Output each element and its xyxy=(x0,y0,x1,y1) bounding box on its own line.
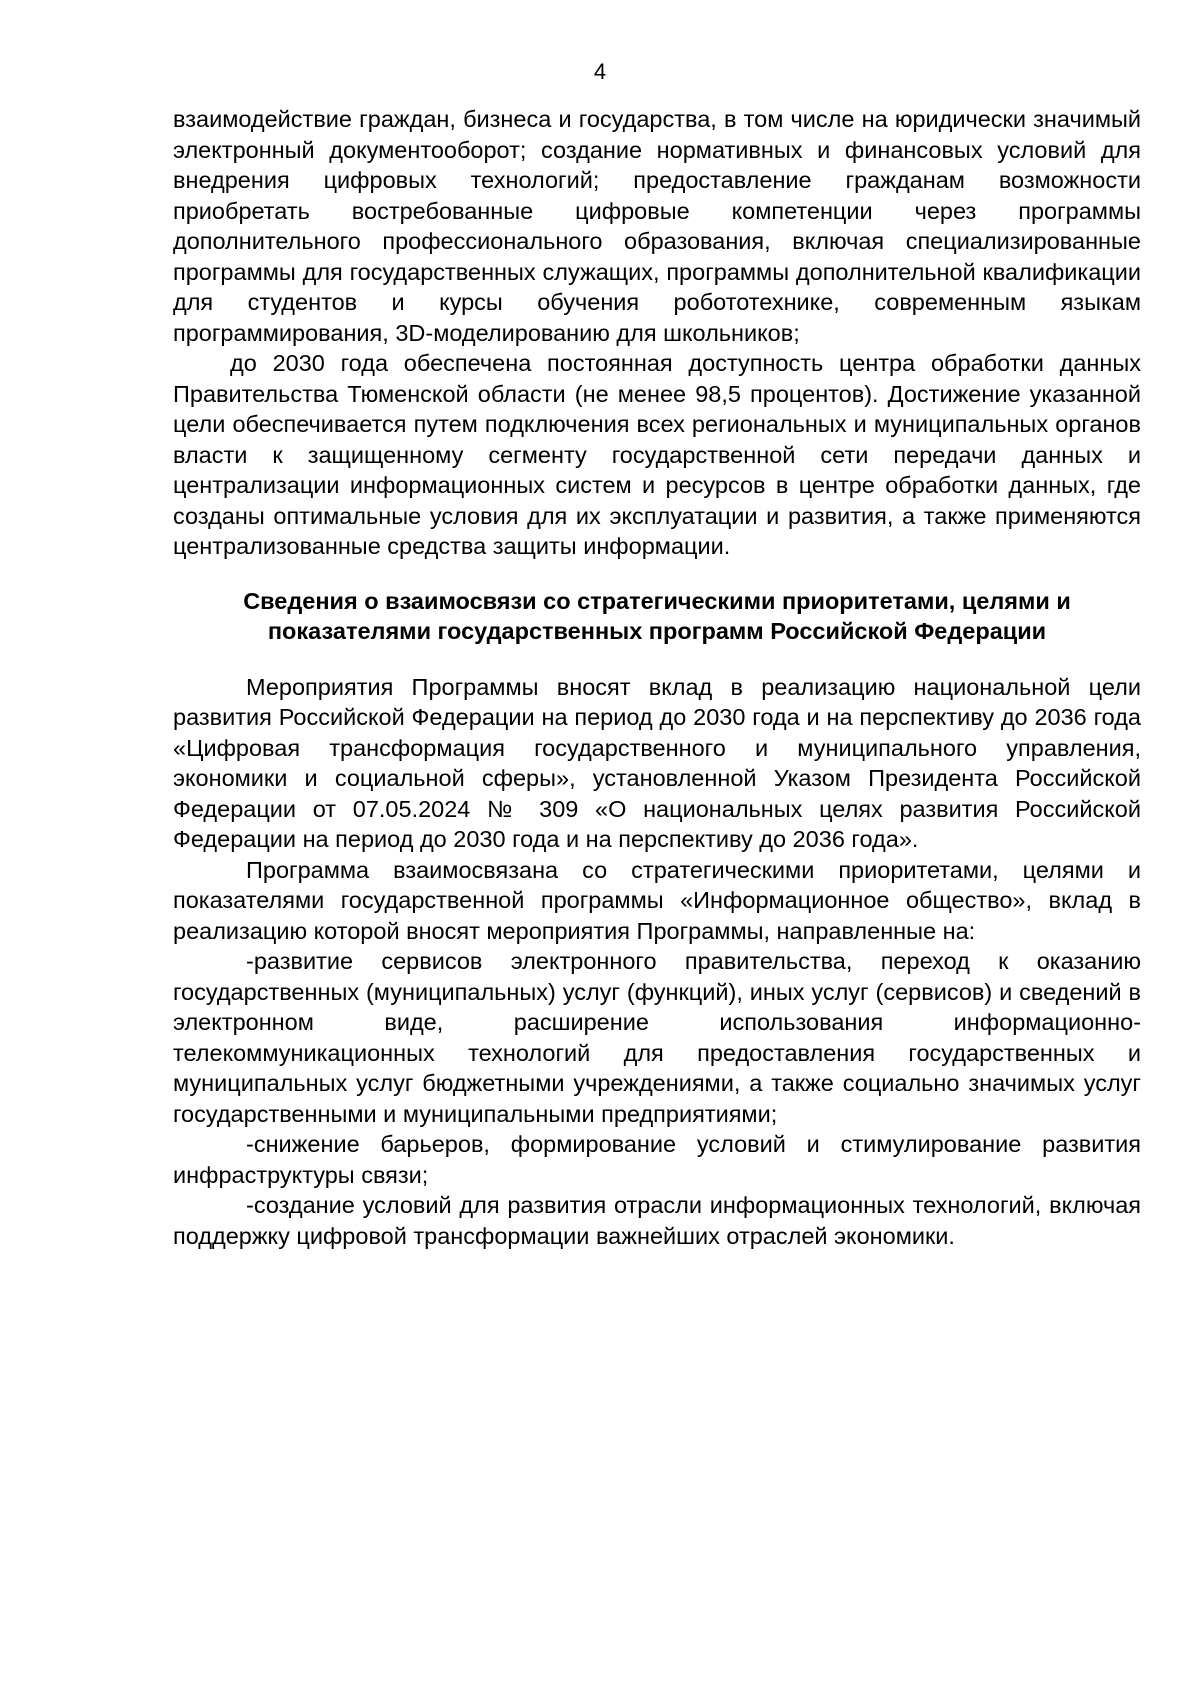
paragraph-national-goals: Мероприятия Программы вносят вклад в реализацию национальной цели развития Российской Федерации на период до 2030 года и на перспективу до 2036 года «Цифровая трансформация государственного и муниципального управления, экономики и социальной сферы», установленной Указом Президента Российской Федерации от 07.05.2024 № 309 «О национальных целях развития Российской Федерации на период до 2030 года и на перспективу до 2036 года». xyxy=(173,673,1141,852)
page-number: 4 xyxy=(593,59,607,84)
paragraph-continuation: взаимодействие граждан, бизнеса и государства, в том числе на юридически значимый электронный документооборот; создание нормативных и финансовых условий для внедрения цифровых технологий; предоставление гражданам возможности приобретать востребованные цифровые компетенции через программы дополнительного профессионального образования, включая специализированные программы для государственных служащих, программы дополнительной квалификации для студентов и курсы обучения робототехнике, современным языкам программирования, 3D-моделированию для школьников; xyxy=(173,106,1141,346)
section-heading-line-1: Сведения о взаимосвязи со стратегическими приоритетами, целями и xyxy=(243,587,1071,614)
list-item-it-industry: -создание условий для развития отрасли информационных технологий, включая поддержку цифровой трансформации важнейших отраслей экономики. xyxy=(173,1192,1141,1249)
paragraph-data-center: до 2030 года обеспечена постоянная доступность центра обработки данных Правительства Тюменской области (не менее 98,5 процентов). Достижение указанной цели обеспечивается путем подключения всех региональных и муниципальных органов власти к защищенному сегменту государственной сети передачи данных и централизации информационных систем и ресурсов в центре обработки данных, где созданы оптимальные условия для их эксплуатации и развития, а также применяются централизованные средства защиты информации. xyxy=(173,350,1141,559)
section-heading-line-2: показателями государственных программ Российской Федерации xyxy=(267,618,1047,644)
paragraph-program-link: Программа взаимосвязана со стратегическими приоритетами, целями и показателями государственной программы «Информационное общество», вклад в реализацию которой вносят мероприятия Программы, направленные на: xyxy=(173,856,1141,944)
list-item-e-government: -развитие сервисов электронного правительства, переход к оказанию государственных (муниципальных) услуг (функций), иных услуг (сервисов) и сведений в электронном виде, расширение использования информационно-телекоммуникационных технологий для предоставления государственных и муниципальных услуг бюджетными учреждениями, а также социально значимых услуг государственными и муниципальными предприятиями; xyxy=(173,948,1141,1127)
list-item-barriers: -снижение барьеров, формирование условий и стимулирование развития инфраструктуры связи; xyxy=(173,1131,1141,1188)
document-body xyxy=(173,104,1141,1251)
section-heading xyxy=(173,586,1141,647)
